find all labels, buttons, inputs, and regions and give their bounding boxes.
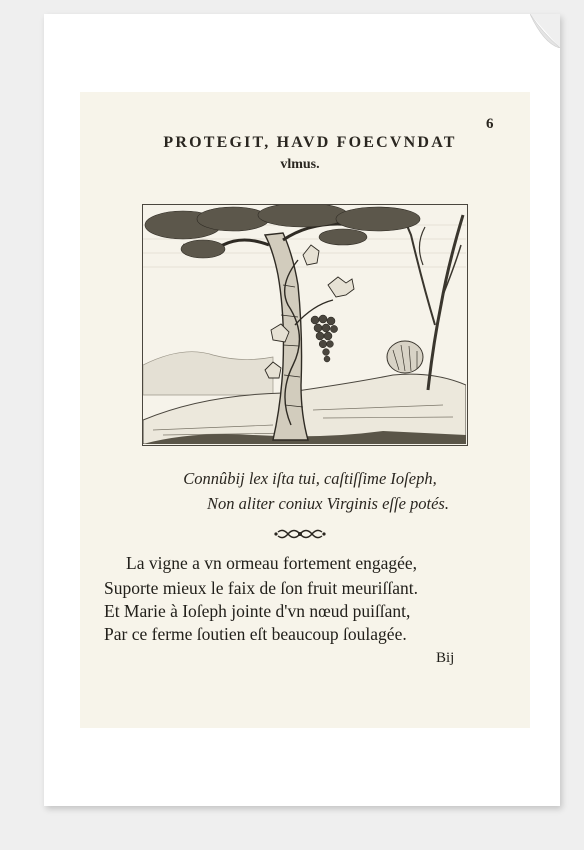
- french-verse-line: Par ce ferme ſoutien eſt beaucoup ſoulagée.: [104, 624, 407, 644]
- emblem-motto: PROTEGIT, HAVD FOECVNDAT: [163, 134, 457, 151]
- shrub-icon: [387, 341, 423, 373]
- french-verse-line: Suporte mieux le faix de ſon fruit meuriſſant.: [104, 578, 418, 598]
- engraving-scene: [143, 205, 466, 444]
- french-verse-line: Et Marie à Ioſeph jointe d'vn nœud puiſſant,: [104, 601, 411, 621]
- french-verse-line: La vigne a vn ormeau fortement engagée,: [126, 553, 418, 573]
- signature-mark: Bij: [436, 650, 455, 666]
- latin-verse-line: Non aliter coniux Virginis eſſe potés.: [207, 494, 449, 513]
- latin-verse-line: Connûbij lex iſta tui, caſtiſſime Ioſeph,: [183, 469, 437, 488]
- emblem-motto-continuation: vlmus.: [280, 157, 320, 172]
- emblem-engraving: [142, 204, 468, 446]
- grape-cluster-icon: [311, 315, 338, 362]
- fleuron-ornament-icon: [272, 525, 328, 543]
- page-curl-icon: [530, 14, 560, 48]
- page-number: 6: [486, 116, 494, 132]
